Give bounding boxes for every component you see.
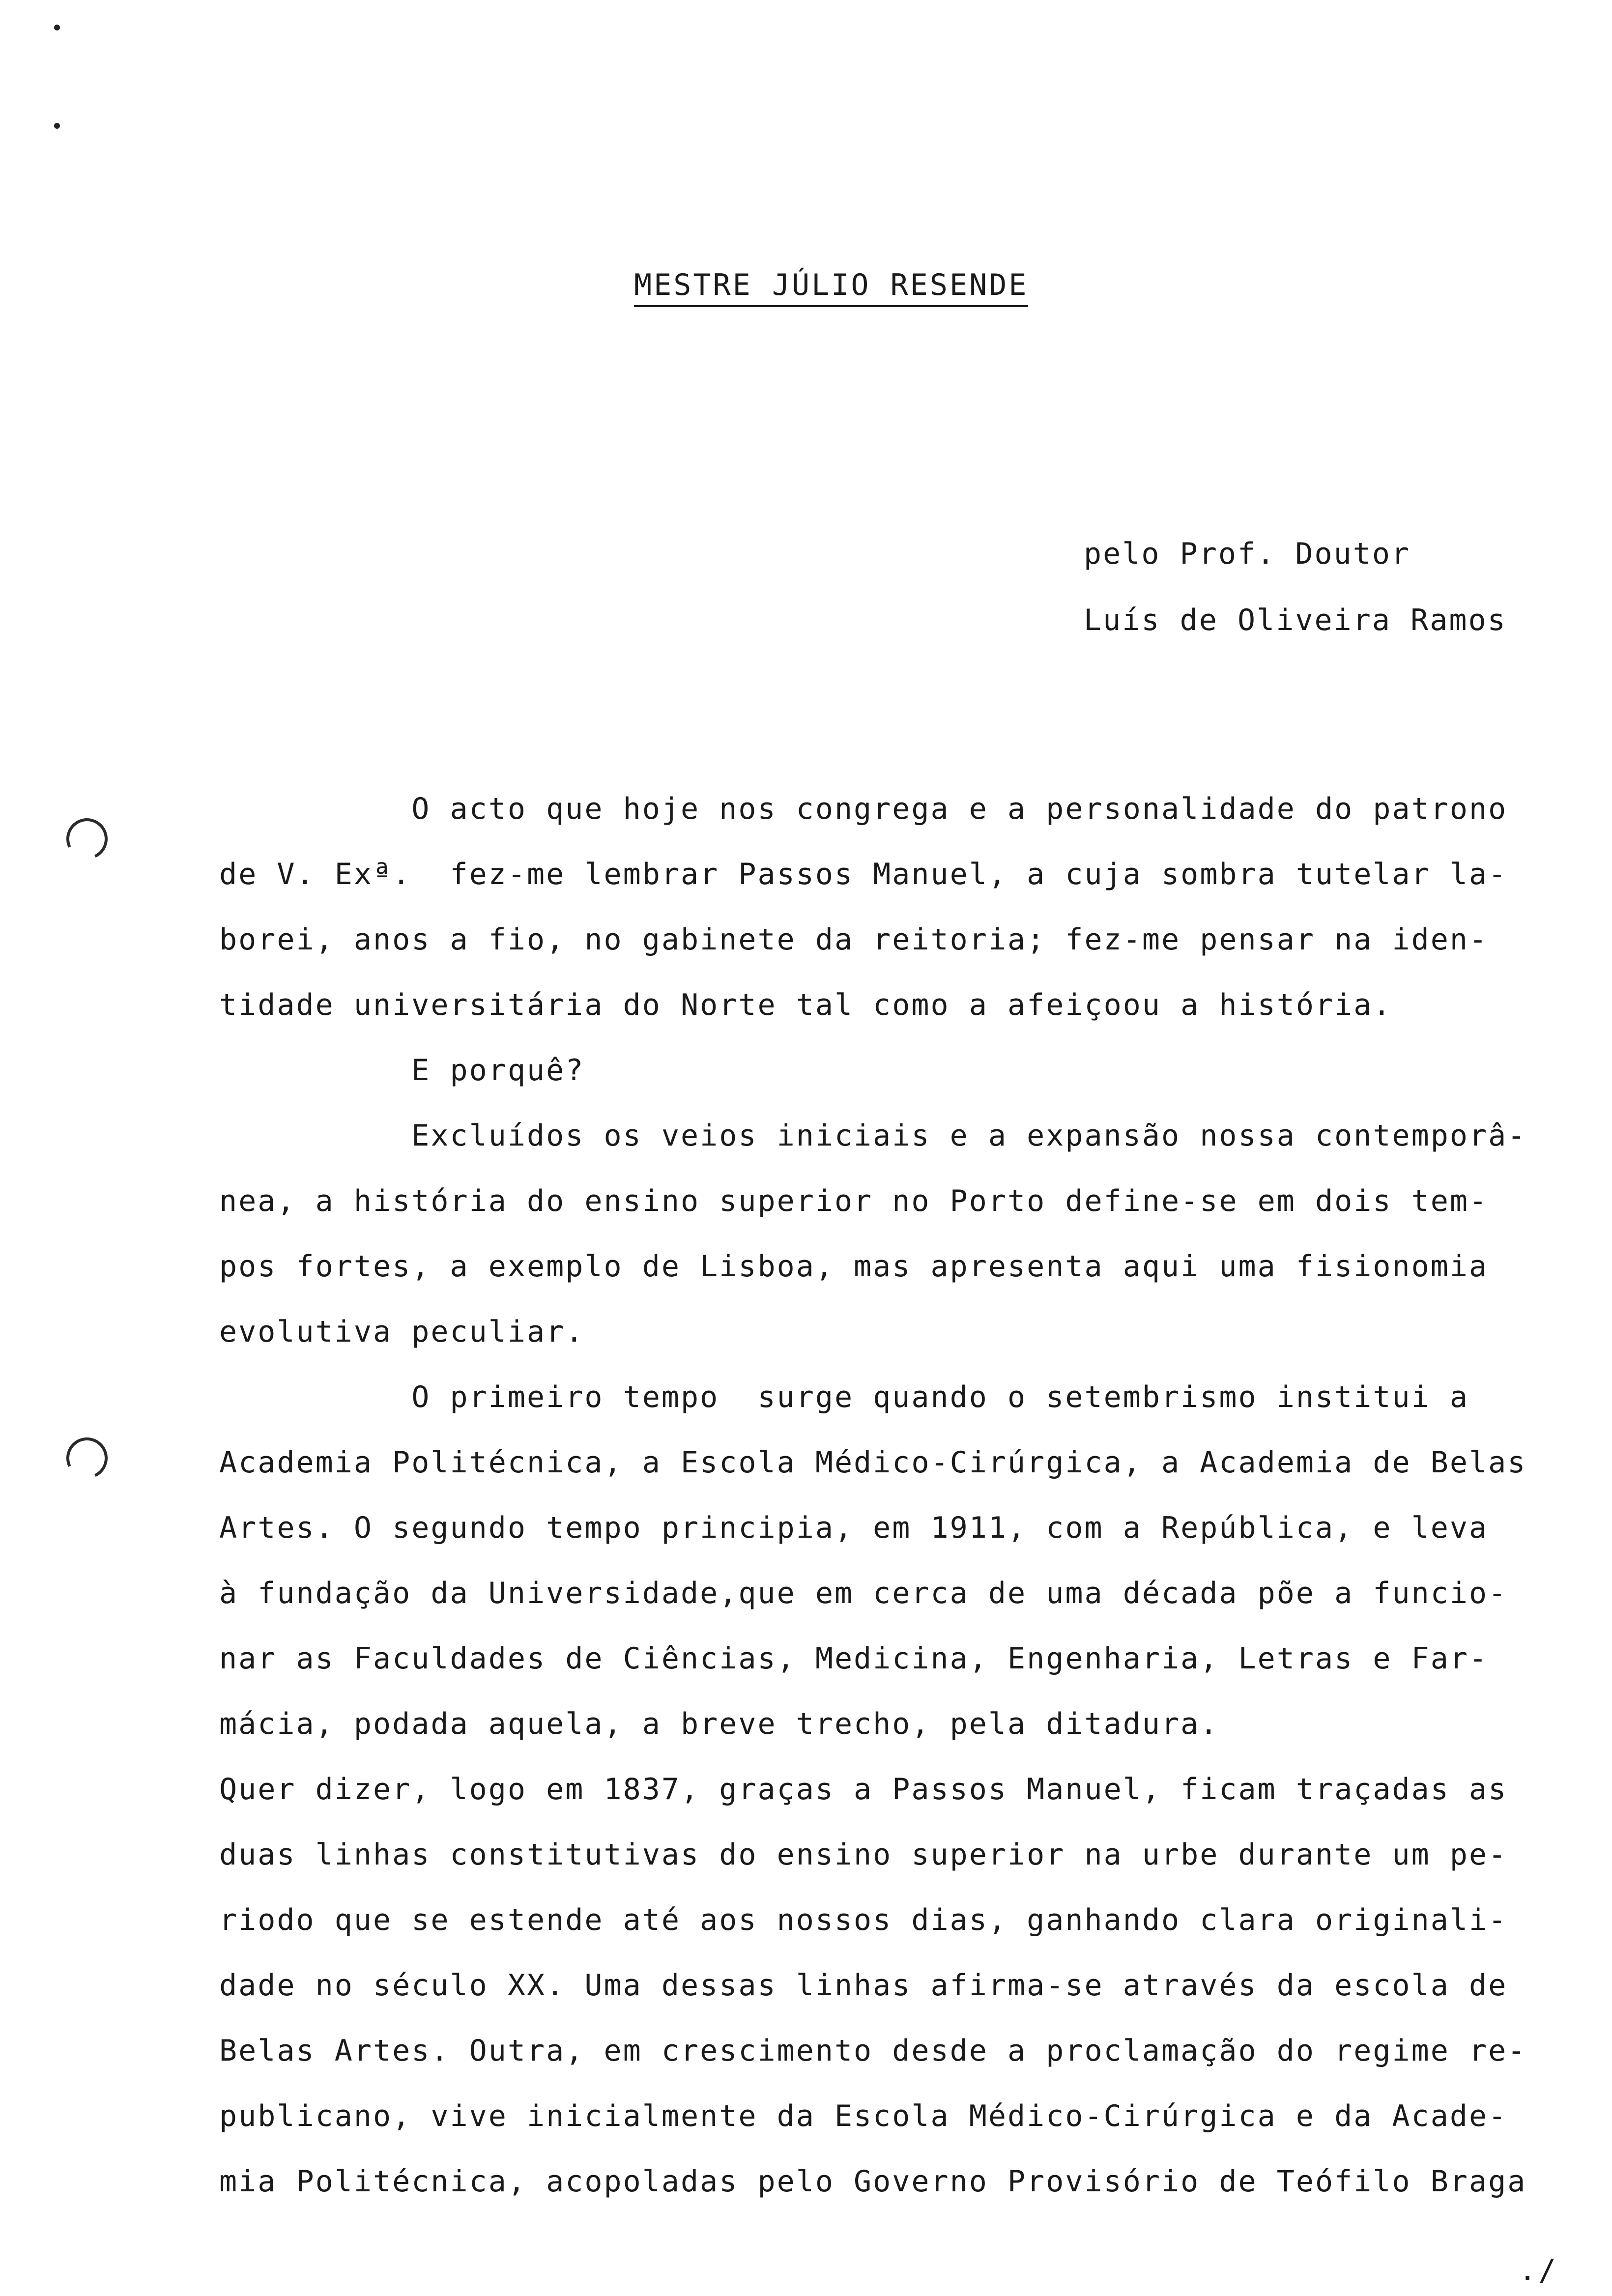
body-line: nar as Faculdades de Ciências, Medicina, Engenharia, Letras e Far-: [219, 1641, 1489, 1676]
body-line: evolutiva peculiar.: [219, 1315, 585, 1349]
margin-dot: [54, 123, 60, 129]
punch-hole-mark: [60, 1432, 114, 1485]
body-line: riodo que se estende até aos nossos dias, ganhando clara originali-: [219, 1903, 1508, 1937]
body-line: Excluídos os veios iniciais e a expansão nossa contemporâ-: [219, 1119, 1527, 1153]
author-name: Luís de Oliveira Ramos: [1084, 603, 1507, 637]
document-title: MESTRE JÚLIO RESENDE: [634, 268, 1028, 307]
margin-dot: [54, 25, 60, 30]
continuation-mark: ./: [1519, 2253, 1558, 2288]
body-line: borei, anos a fio, no gabinete da reitoria; fez-me pensar na iden-: [219, 922, 1489, 957]
body-line: dade no século XX. Uma dessas linhas afirma-se através da escola de: [219, 1968, 1508, 2003]
body-line: E porquê?: [219, 1053, 585, 1088]
body-line: tidade universitária do Norte tal como a afeiçoou a história.: [219, 988, 1392, 1022]
body-line: Artes. O segundo tempo principia, em 1911, com a República, e leva: [219, 1511, 1489, 1545]
body-line: O acto que hoje nos congrega e a personalidade do patrono: [219, 792, 1508, 826]
body-line: de V. Exª. fez-me lembrar Passos Manuel, a cuja sombra tutelar la-: [219, 857, 1508, 891]
body-line: mia Politécnica, acopoladas pelo Governo Provisório de Teófilo Braga: [219, 2164, 1527, 2199]
body-line: Academia Politécnica, a Escola Médico-Cirúrgica, a Academia de Belas: [219, 1445, 1527, 1480]
body-line: mácia, podada aquela, a breve trecho, pela ditadura.: [219, 1707, 1219, 1741]
author-line: pelo Prof. Doutor: [1084, 537, 1411, 571]
punch-hole-mark: [60, 812, 114, 865]
body-line: publicano, vive inicialmente da Escola Médico-Cirúrgica e da Acade-: [219, 2099, 1508, 2133]
body-line: à fundação da Universidade,que em cerca de uma década põe a funcio-: [219, 1576, 1508, 1610]
body-line: pos fortes, a exemplo de Lisboa, mas apresenta aqui uma fisionomia: [219, 1249, 1489, 1284]
body-line: Quer dizer, logo em 1837, graças a Passos Manuel, ficam traçadas as: [219, 1772, 1508, 1807]
body-line: O primeiro tempo surge quando o setembrismo institui a: [219, 1380, 1469, 1414]
body-line: nea, a história do ensino superior no Porto define-se em dois tem-: [219, 1184, 1489, 1218]
author-block: [1084, 521, 1507, 654]
body-line: duas linhas constitutivas do ensino superior na urbe durante um pe-: [219, 1837, 1508, 1872]
body-text: [219, 776, 1527, 2214]
body-line: Belas Artes. Outra, em crescimento desde a proclamação do regime re-: [219, 2034, 1527, 2068]
